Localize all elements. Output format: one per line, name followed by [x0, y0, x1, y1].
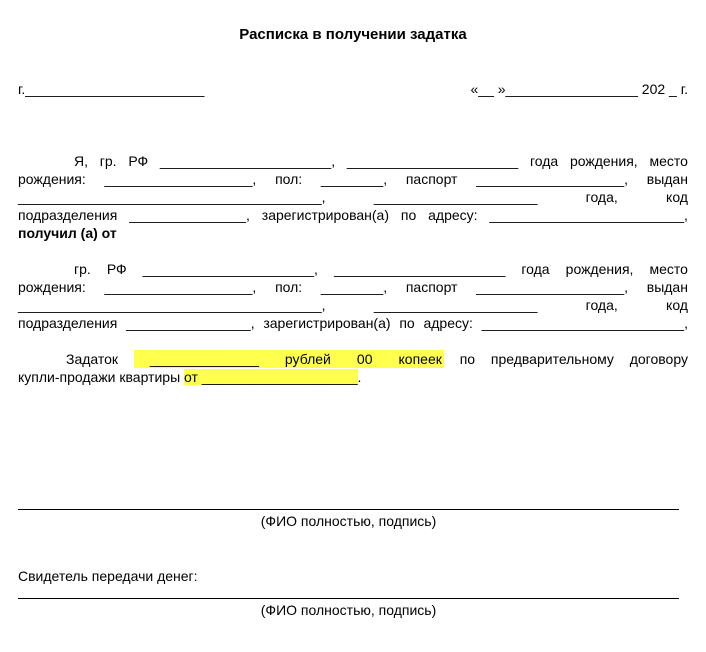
- blank-field: ______________________,: [159, 153, 336, 169]
- signature-line-1: [18, 509, 679, 510]
- blank-field: ______________________: [346, 153, 519, 169]
- deposit-label: Задаток: [66, 351, 119, 367]
- blank-field: ________________,: [126, 315, 255, 331]
- contract-date-highlight: от ____________________: [184, 369, 358, 385]
- period: .: [357, 369, 362, 385]
- word: РФ: [106, 261, 127, 277]
- witness-label: Свидетель передачи денег:: [18, 568, 198, 584]
- signature-line-2: [18, 598, 679, 599]
- word: 00: [356, 351, 373, 367]
- blank-field: ___________________,: [104, 279, 257, 295]
- word: адресу:: [428, 207, 478, 223]
- word: по: [400, 207, 417, 223]
- word: зарегистрирован(а): [261, 207, 389, 223]
- word: выдан: [646, 279, 688, 295]
- word: подразделения: [18, 207, 118, 223]
- signature-caption-1: (ФИО полностью, подпись): [260, 513, 437, 529]
- word: паспорт: [405, 279, 458, 295]
- blank-field: ___________________,: [476, 171, 629, 187]
- word: рождения,: [569, 153, 638, 169]
- word: пол:: [275, 279, 303, 295]
- document-title: Расписка в получении задатка: [239, 26, 467, 43]
- word: РФ: [128, 153, 149, 169]
- deposit-line-2: [18, 368, 361, 386]
- city-field: г._______________________: [18, 81, 205, 97]
- word: пол:: [275, 171, 303, 187]
- date-field: «__ »_________________ 202 _ г.: [470, 81, 688, 97]
- blank-field: _______________,: [129, 207, 250, 223]
- blank-field: _______________________________________,: [18, 297, 326, 313]
- second-party-line-1: [74, 260, 688, 278]
- blank-field: _____________________: [373, 297, 538, 313]
- word: рублей: [284, 351, 331, 367]
- word: рождения:: [18, 171, 86, 187]
- word: адресу:: [423, 315, 473, 331]
- contract-text: купли-продажи квартиры: [18, 369, 185, 385]
- word: код: [666, 189, 688, 205]
- word: код: [666, 297, 688, 313]
- first-party-line-3: [18, 188, 688, 206]
- deposit-amount-highlight: [134, 350, 444, 368]
- word: предварительному: [490, 351, 614, 367]
- amount-blank: ______________: [149, 351, 259, 367]
- blank-field: ___________________,: [104, 171, 257, 187]
- word: гр.: [99, 153, 117, 169]
- word: место: [649, 153, 688, 169]
- word: по: [459, 351, 476, 367]
- blank-field: ______________________,: [142, 261, 318, 277]
- second-party-line-3: [18, 296, 688, 314]
- received-from-label: получил (а) от: [18, 225, 117, 241]
- blank-field: _________________________,: [489, 207, 688, 223]
- word: рождения,: [565, 261, 634, 277]
- second-party-line-2: [18, 278, 688, 296]
- word: подразделения: [18, 315, 118, 331]
- blank-field: _______________________________________,: [18, 189, 326, 205]
- blank-field: ______________________: [334, 261, 506, 277]
- signature-caption-2: (ФИО полностью, подпись): [260, 602, 437, 618]
- blank-field: ___________________,: [476, 279, 629, 295]
- header-line: [18, 80, 688, 98]
- word: Я,: [74, 153, 88, 169]
- first-party-line-1: [74, 152, 688, 170]
- word: выдан: [646, 171, 688, 187]
- word: по: [399, 315, 415, 331]
- word: паспорт: [405, 171, 458, 187]
- first-party-line-4: [18, 206, 688, 224]
- word: копеек: [398, 351, 442, 367]
- word: года,: [585, 189, 618, 205]
- word: года: [529, 153, 559, 169]
- deposit-line-1: [66, 350, 688, 368]
- word: договору: [629, 351, 688, 367]
- blank-field: _____________________: [373, 189, 538, 205]
- first-party-line-2: [18, 170, 688, 188]
- word: зарегистрирован(а): [263, 315, 391, 331]
- blank-field: ________,: [320, 279, 388, 295]
- second-party-line-4: [18, 314, 688, 332]
- word: место: [649, 261, 688, 277]
- word: года: [521, 261, 550, 277]
- word: гр.: [74, 261, 91, 277]
- blank-field: ________,: [320, 171, 388, 187]
- word: года,: [585, 297, 618, 313]
- blank-field: __________________________,: [481, 315, 688, 331]
- word: рождения:: [18, 279, 86, 295]
